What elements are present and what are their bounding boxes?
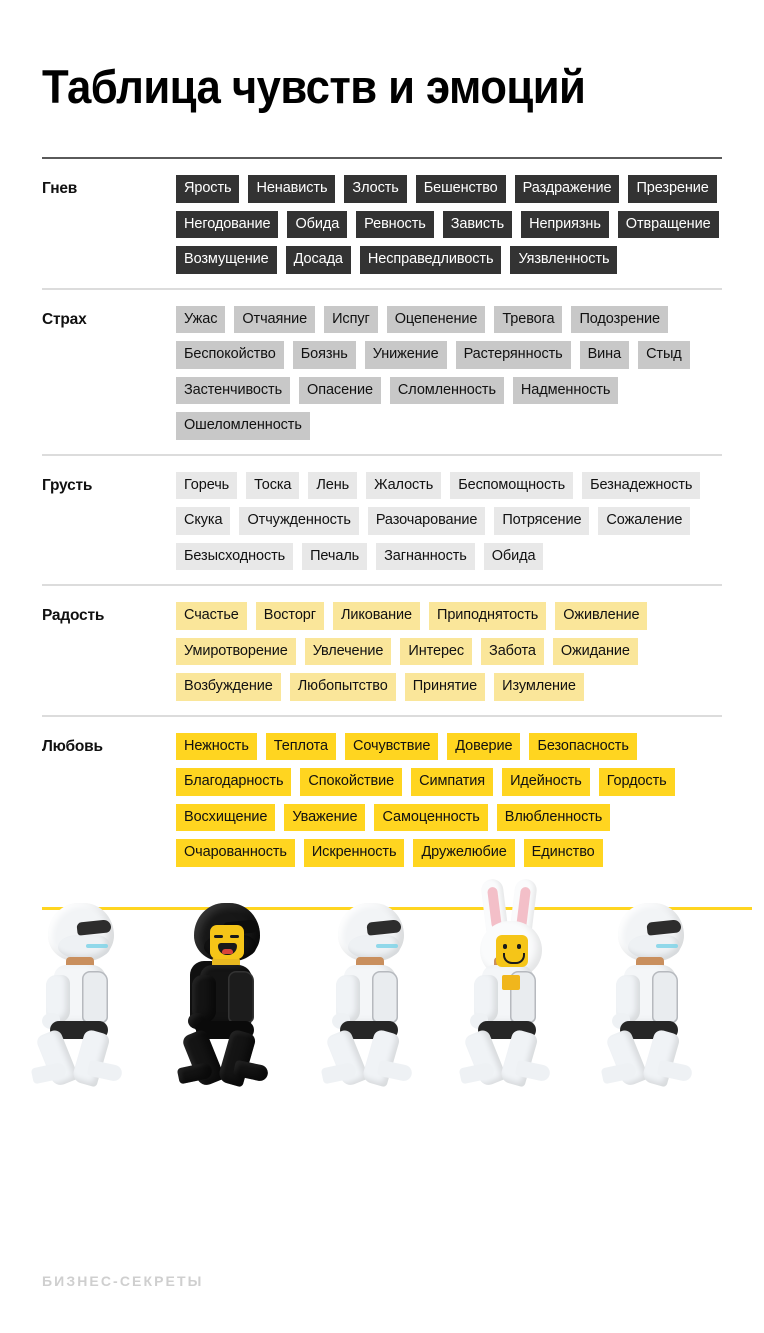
emotion-tag[interactable]: Беспокойство <box>176 341 284 369</box>
emotion-tag[interactable]: Принятие <box>405 673 485 701</box>
helmet-vent <box>656 944 678 948</box>
emotion-tag[interactable]: Горечь <box>176 472 237 500</box>
section-label-2: Грусть <box>42 476 93 494</box>
emotion-tag[interactable]: Восхищение <box>176 804 275 832</box>
emotion-tag[interactable]: Искренность <box>304 839 405 867</box>
emotion-tag[interactable]: Подозрение <box>571 306 667 334</box>
emotion-tag[interactable]: Ненависть <box>248 175 335 203</box>
emotion-tag[interactable]: Интерес <box>400 638 472 666</box>
emotion-tag[interactable]: Гордость <box>599 768 675 796</box>
emotion-tag[interactable]: Надменность <box>513 377 618 405</box>
illustration-band <box>0 885 764 1081</box>
emotion-tag[interactable]: Единство <box>524 839 603 867</box>
page-title: Таблица чувств и эмоций <box>42 60 586 113</box>
emotion-tag[interactable]: Нежность <box>176 733 257 761</box>
emotion-tag[interactable]: Ужас <box>176 306 225 334</box>
emotion-tag[interactable]: Несправедливость <box>360 246 502 274</box>
emotion-tag[interactable]: Зависть <box>443 211 512 239</box>
emotion-tag[interactable]: Симпатия <box>411 768 493 796</box>
emotion-tag[interactable]: Отвращение <box>618 211 719 239</box>
emotion-tag[interactable]: Боязнь <box>293 341 356 369</box>
emotion-tag[interactable]: Тоска <box>246 472 299 500</box>
emotion-section <box>0 456 764 585</box>
emotion-tag[interactable]: Скука <box>176 507 230 535</box>
tag-group <box>176 175 722 274</box>
emotion-tag[interactable]: Опасение <box>299 377 381 405</box>
tag-group <box>176 306 722 440</box>
emotion-tag[interactable]: Бешенство <box>416 175 506 203</box>
emotion-tag[interactable]: Умиротворение <box>176 638 296 666</box>
emotion-tag[interactable]: Испуг <box>324 306 378 334</box>
emotion-tag[interactable]: Влюбленность <box>497 804 611 832</box>
lego-stormtrooper-minifigure <box>600 895 712 1081</box>
tag-group <box>176 472 722 571</box>
emotion-tag[interactable]: Сочувствие <box>345 733 438 761</box>
emotion-tag[interactable]: Сожаление <box>598 507 690 535</box>
tag-group <box>176 602 722 701</box>
emotion-tag[interactable]: Печаль <box>302 543 367 571</box>
lego-darth-vader-minifigure <box>176 895 288 1081</box>
emotion-tag[interactable]: Раздражение <box>515 175 620 203</box>
title-block <box>0 0 764 111</box>
emotion-tag[interactable]: Безопасность <box>529 733 636 761</box>
emotion-tag[interactable]: Ярость <box>176 175 239 203</box>
emotion-sections <box>0 159 764 881</box>
emotion-section <box>0 290 764 454</box>
helmet-vent <box>376 944 398 948</box>
emotion-tag[interactable]: Оживление <box>555 602 647 630</box>
emotion-tag[interactable]: Обида <box>484 543 544 571</box>
chestplate <box>228 971 254 1023</box>
emotion-tag[interactable]: Благодарность <box>176 768 291 796</box>
minifigure-body <box>458 895 570 1081</box>
emotion-tag[interactable]: Оцепенение <box>387 306 486 334</box>
emotion-tag[interactable]: Отчаяние <box>234 306 315 334</box>
emotion-tag[interactable]: Спокойствие <box>300 768 402 796</box>
emotion-tag[interactable]: Лень <box>308 472 357 500</box>
emotion-tag[interactable]: Вина <box>580 341 629 369</box>
emotion-section <box>0 717 764 881</box>
emotion-tag[interactable]: Счастье <box>176 602 247 630</box>
emotion-tag[interactable]: Беспомощность <box>450 472 573 500</box>
emotion-tag[interactable]: Дружелюбие <box>413 839 514 867</box>
emotion-tag[interactable]: Безнадежность <box>582 472 700 500</box>
smiling-face-icon <box>496 935 528 967</box>
emotion-tag[interactable]: Отчужденность <box>239 507 358 535</box>
helmet-vent <box>86 944 108 948</box>
lego-stormtrooper-minifigure <box>30 895 142 1081</box>
emotion-tag[interactable]: Унижение <box>365 341 447 369</box>
chestplate <box>372 971 398 1023</box>
emotion-tag[interactable]: Безысходность <box>176 543 293 571</box>
emotion-tag[interactable]: Злость <box>344 175 406 203</box>
emotion-tag[interactable]: Ожидание <box>553 638 638 666</box>
emotion-tag[interactable]: Ошеломленность <box>176 412 310 440</box>
emotion-tag[interactable]: Забота <box>481 638 544 666</box>
emotion-tag[interactable]: Жалость <box>366 472 441 500</box>
brand-watermark: БИЗНЕС-СЕКРЕТЫ <box>42 1273 204 1289</box>
emotion-tag[interactable]: Сломленность <box>390 377 504 405</box>
section-label-0: Гнев <box>42 180 78 198</box>
emotion-tag[interactable]: Потрясение <box>494 507 589 535</box>
chestplate <box>652 971 678 1023</box>
chestplate <box>82 971 108 1023</box>
section-label-1: Страх <box>42 310 87 328</box>
emotion-tag[interactable]: Презрение <box>628 175 716 203</box>
suit-badge <box>502 975 520 990</box>
emotion-tag[interactable]: Обида <box>287 211 347 239</box>
lego-figure-row <box>0 885 764 1081</box>
minifigure-body <box>600 895 712 1081</box>
emotion-tag[interactable]: Стыд <box>638 341 690 369</box>
emotion-tag[interactable]: Увлечение <box>305 638 392 666</box>
emotion-tag[interactable]: Возбуждение <box>176 673 281 701</box>
emotion-tag[interactable]: Уязвленность <box>510 246 617 274</box>
emotion-tag[interactable]: Очарованность <box>176 839 295 867</box>
emotion-tag[interactable]: Теплота <box>266 733 336 761</box>
emotion-tag[interactable]: Самоценность <box>374 804 487 832</box>
emotion-tag[interactable]: Восторг <box>256 602 324 630</box>
emotion-section <box>0 586 764 715</box>
lego-bunny-suit-minifigure <box>458 895 570 1081</box>
emotion-tag[interactable]: Неприязнь <box>521 211 609 239</box>
emotion-tag[interactable]: Уважение <box>284 804 365 832</box>
emotion-tag[interactable]: Загнанность <box>376 543 475 571</box>
emotion-tag[interactable]: Застенчивость <box>176 377 290 405</box>
tag-group <box>176 733 722 867</box>
emotion-tag[interactable]: Идейность <box>502 768 590 796</box>
emotion-tag[interactable]: Досада <box>286 246 351 274</box>
minifigure-body <box>30 895 142 1081</box>
emotion-tag[interactable]: Доверие <box>447 733 520 761</box>
emotion-tag[interactable]: Негодование <box>176 211 278 239</box>
emotion-tag[interactable]: Тревога <box>494 306 562 334</box>
laughing-face-icon <box>210 925 244 959</box>
section-label-3: Радость <box>42 607 105 625</box>
emotion-tag[interactable]: Растерянность <box>456 341 571 369</box>
emotion-section <box>0 159 764 288</box>
section-label-4: Любовь <box>42 737 103 755</box>
minifigure-body <box>320 895 432 1081</box>
emotion-tag[interactable]: Возмущение <box>176 246 277 274</box>
emotion-tag[interactable]: Разочарование <box>368 507 486 535</box>
emotion-tag[interactable]: Ревность <box>356 211 434 239</box>
emotion-tag[interactable]: Изумление <box>494 673 584 701</box>
emotion-tag[interactable]: Приподнятость <box>429 602 546 630</box>
emotion-tag[interactable]: Любопытство <box>290 673 396 701</box>
lego-stormtrooper-minifigure <box>320 895 432 1081</box>
minifigure-body <box>176 895 288 1081</box>
emotion-tag[interactable]: Ликование <box>333 602 420 630</box>
